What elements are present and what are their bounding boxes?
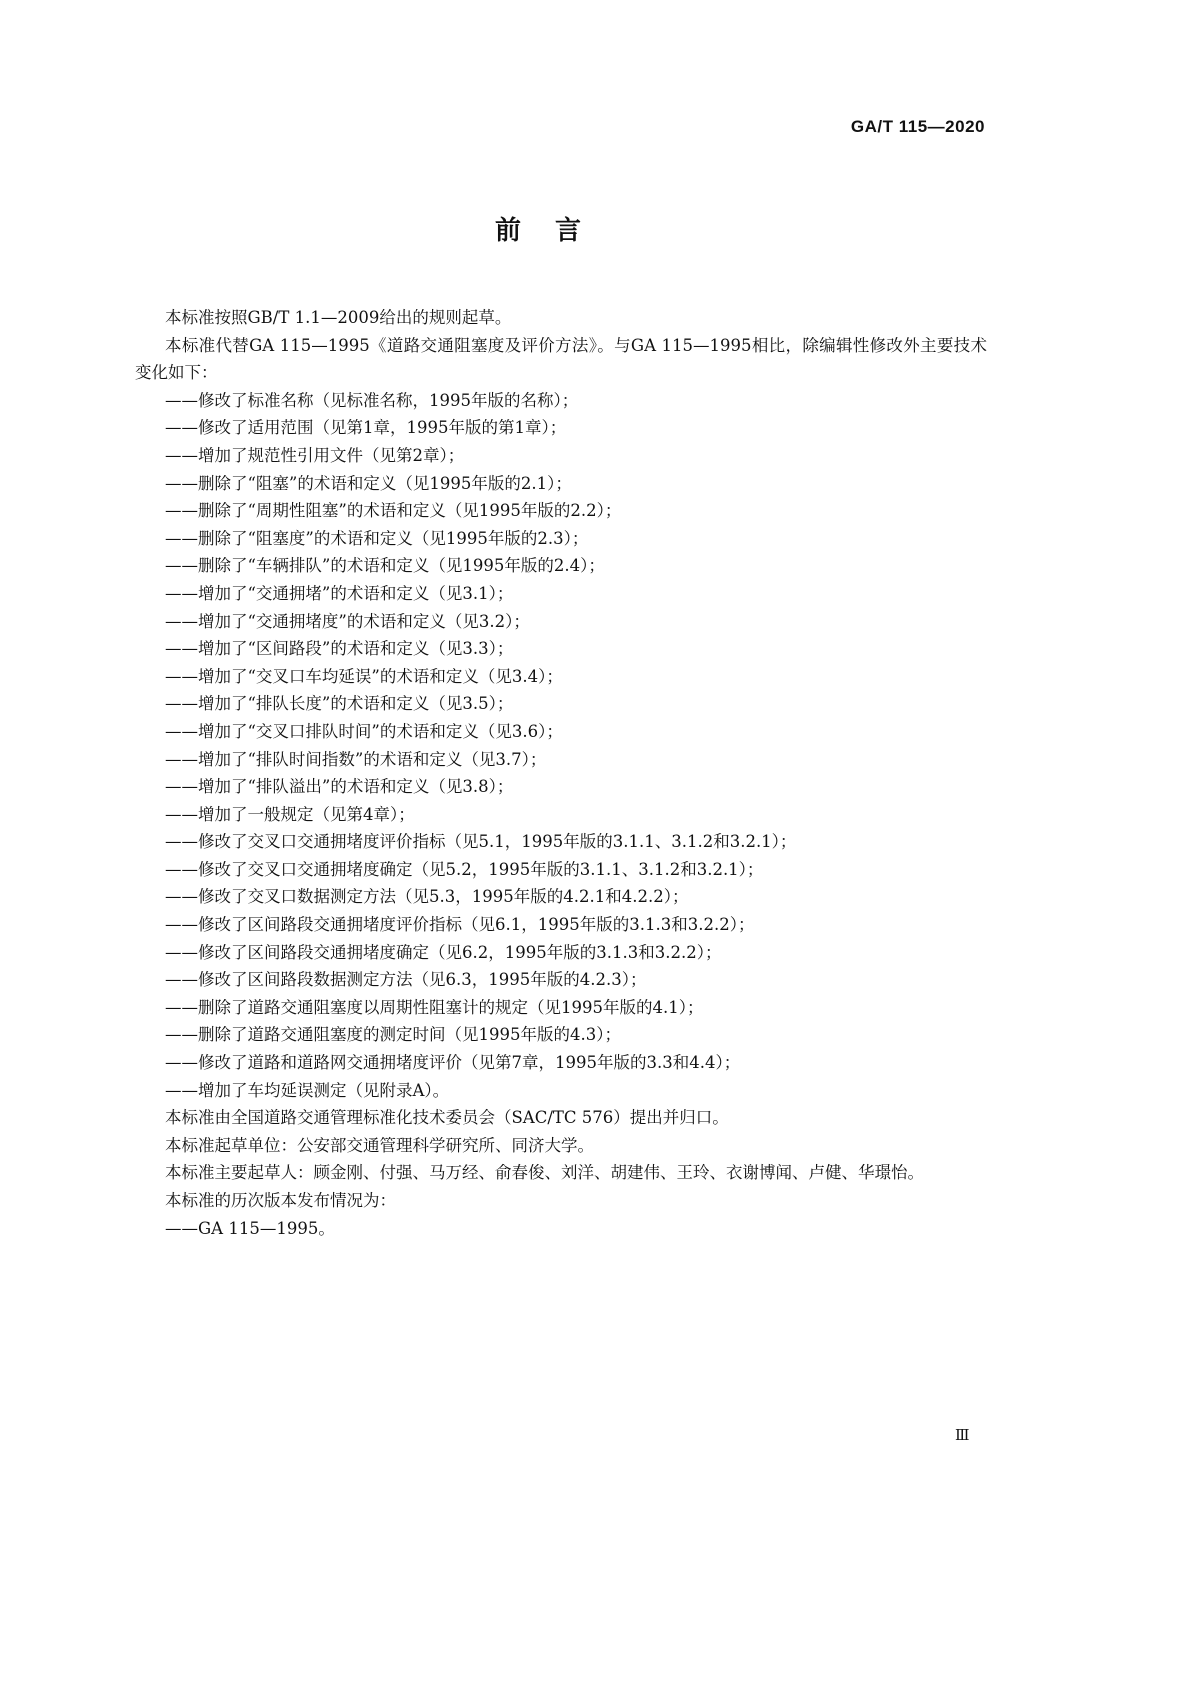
change-list-item: ——增加了“交通拥堵度”的术语和定义（见3.2）； [165,611,530,631]
change-list-item: ——增加了一般规定（见第4章）； [165,804,415,824]
change-list-item: ——增加了车均延误测定（见附录A）。 [165,1080,450,1100]
change-list-item: ——GA 115—1995。 [165,1218,335,1238]
change-list-item: ——增加了“排队长度”的术语和定义（见3.5）； [165,694,514,714]
change-list-item: ——修改了道路和道路网交通拥堵度评价（见第7章，1995年版的3.3和4.4）； [165,1053,741,1073]
change-list-item: ——修改了区间路段交通拥堵度确定（见6.2，1995年版的3.1.3和3.2.2）； [165,942,722,962]
paragraph: 本标准按照GB/T 1.1—2009给出的规则起草。 [165,308,512,327]
page-title: 前言 [494,216,615,246]
change-list-item: ——修改了交叉口交通拥堵度确定（见5.2，1995年版的3.1.1、3.1.2和3.2.1）； [165,859,764,879]
foreword-body [135,304,987,1242]
paragraph: 本标准代替GA 115—1995《道路交通阻塞度及评价方法》。与GA 115—1995相比，除编辑性修改外主要技术变化如下： [135,335,987,383]
change-list-item: ——修改了标准名称（见标准名称，1995年版的名称）； [165,390,579,410]
change-list-item: ——修改了区间路段数据测定方法（见6.3，1995年版的4.2.3）； [165,970,647,990]
change-list-item: ——增加了“交叉口排队时间”的术语和定义（见3.6）； [165,721,563,741]
paragraph: 本标准起草单位：公安部交通管理科学研究所、同济大学。 [165,1135,594,1155]
change-list-item: ——修改了交叉口交通拥堵度评价指标（见5.1，1995年版的3.1.1、3.1.2和3.2.1）； [165,832,797,852]
paragraph: 本标准的历次版本发布情况为： [165,1191,396,1210]
change-list-item: ——删除了“阻塞度”的术语和定义（见1995年版的2.3）； [165,528,589,548]
change-list-item: ——修改了交叉口数据测定方法（见5.3，1995年版的4.2.1和4.2.2）； [165,887,689,907]
change-list-item: ——增加了“区间路段”的术语和定义（见3.3）； [165,639,514,659]
paragraph: 本标准主要起草人：顾金刚、付强、马万经、俞春俊、刘洋、胡建伟、王玲、衣谢博闻、卢健、华璟怡。 [165,1163,924,1183]
change-list-item: ——修改了区间路段交通拥堵度评价指标（见6.1，1995年版的3.1.3和3.2.2）； [165,915,755,935]
change-list-item: ——删除了“车辆排队”的术语和定义（见1995年版的2.4）； [165,556,605,576]
change-list-item: ——增加了“排队溢出”的术语和定义（见3.8）； [165,777,514,797]
change-list-item: ——增加了“交通拥堵”的术语和定义（见3.1）； [165,583,514,603]
change-list-item: ——删除了“周期性阻塞”的术语和定义（见1995年版的2.2）； [165,501,622,521]
paragraph: 本标准由全国道路交通管理标准化技术委员会（SAC/TC 576）提出并归口。 [165,1108,729,1128]
change-list-item: ——增加了规范性引用文件（见第2章）； [165,445,465,465]
change-list-item: ——删除了道路交通阻塞度的测定时间（见1995年版的4.3）； [165,1025,621,1045]
change-list-item: ——增加了“排队时间指数”的术语和定义（见3.7）； [165,749,547,769]
change-list-item: ——删除了道路交通阻塞度以周期性阻塞计的规定（见1995年版的4.1）； [165,997,704,1017]
page-number: Ⅲ [955,1426,970,1444]
change-list-item: ——修改了适用范围（见第1章，1995年版的第1章）； [165,418,567,438]
change-list-item: ——删除了“阻塞”的术语和定义（见1995年版的2.1）； [165,473,572,493]
change-list-item: ——增加了“交叉口车均延误”的术语和定义（见3.4）； [165,666,563,686]
standard-code-header: GA/T 115—2020 [850,117,985,136]
